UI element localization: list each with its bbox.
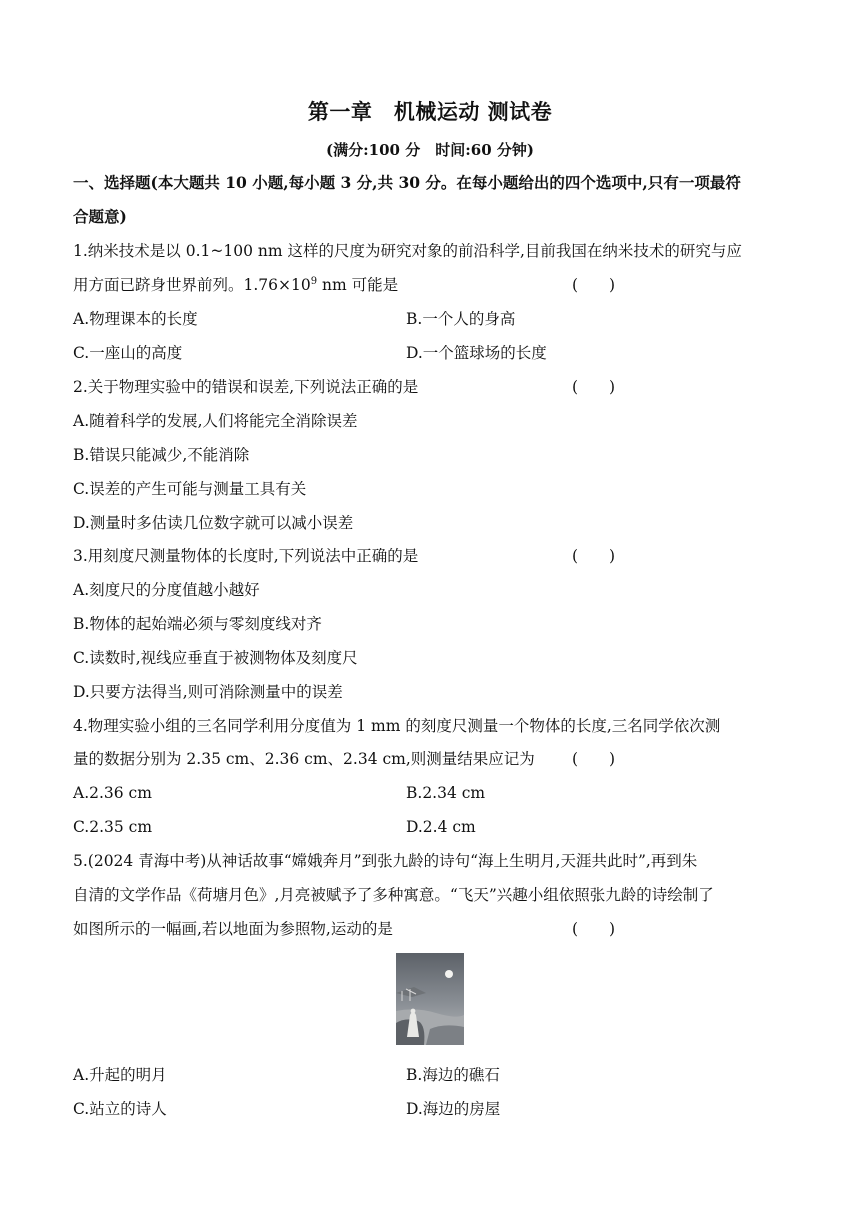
q2-option-c: C.误差的产生可能与测量工具有关 [73, 480, 307, 498]
section-heading: 一、选择题(本大题共 10 小题,每小题 3 分,共 30 分。在每小题给出的四个选项中,只有一项最符 [73, 173, 741, 192]
q5-painting-image [396, 953, 464, 1045]
q2-option-b: B.错误只能减少,不能消除 [73, 446, 250, 464]
page-title: 第一章 机械运动 测试卷 [307, 100, 553, 124]
q1-stem-line2: 用方面已跻身世界前列。$1.76\times 10^9$ nm 可能是 [73, 275, 399, 294]
moon-icon [445, 970, 453, 978]
q3-option-a: A.刻度尺的分度值越小越好 [73, 581, 260, 599]
q5-answer-paren: ( ) [572, 920, 616, 938]
q5-stem-line3: 如图所示的一幅画,若以地面为参照物,运动的是 [73, 920, 393, 938]
section-heading-cont: 合题意) [73, 207, 127, 226]
q5-option-d: D.海边的房屋 [406, 1100, 501, 1118]
q5-option-a: A.升起的明月 [73, 1066, 167, 1084]
q2-answer-paren: ( ) [572, 378, 616, 396]
q4-option-b: B.2.34 cm [406, 784, 486, 802]
q1-option-b: B.一个人的身高 [406, 310, 516, 328]
q3-answer-paren: ( ) [572, 547, 616, 565]
q2-option-a: A.随着科学的发展,人们将能完全消除误差 [73, 412, 358, 430]
q4-option-c: C.2.35 cm [73, 818, 153, 836]
q2-stem: 2.关于物理实验中的错误和误差,下列说法正确的是 [73, 378, 419, 396]
q1-option-c: C.一座山的高度 [73, 344, 183, 362]
q3-stem: 3.用刻度尺测量物体的长度时,下列说法中正确的是 [73, 547, 419, 565]
q5-option-b: B.海边的礁石 [406, 1066, 500, 1084]
q3-option-b: B.物体的起始端必须与零刻度线对齐 [73, 615, 322, 633]
q1-option-d: D.一个篮球场的长度 [406, 344, 547, 362]
q5-option-c: C.站立的诗人 [73, 1100, 167, 1118]
q4-stem-line1: 4.物理实验小组的三名同学利用分度值为 1 mm 的刻度尺测量一个物体的长度,三名同学依次测 [73, 717, 721, 735]
q4-option-a: A.2.36 cm [73, 784, 152, 802]
q3-option-c: C.读数时,视线应垂直于被测物体及刻度尺 [73, 649, 358, 667]
q2-option-d: D.测量时多估读几位数字就可以减小误差 [73, 514, 354, 532]
q4-stem-line2: 量的数据分别为 2.35 cm、2.36 cm、2.34 cm,则测量结果应记为 [73, 750, 535, 768]
q1-stem-line1: 1.纳米技术是以 0.1~100 nm 这样的尺度为研究对象的前沿科学,目前我国在纳米技术的研究与应 [73, 242, 742, 260]
q1-option-a: A.物理课本的长度 [73, 310, 198, 328]
q4-option-d: D.2.4 cm [406, 818, 476, 836]
q5-stem-line1: 5.(2024 青海中考)从神话故事“嫦娥奔月”到张九龄的诗句“海上生明月,天涯共此时”,再到朱 [73, 852, 698, 870]
q4-answer-paren: ( ) [572, 750, 616, 768]
page-subtitle: (满分:100 分 时间:60 分钟) [326, 141, 534, 159]
q5-stem-line2: 自清的文学作品《荷塘月色》,月亮被赋予了多种寓意。“飞天”兴趣小组依照张九龄的诗绘制了 [73, 886, 714, 904]
q3-option-d: D.只要方法得当,则可消除测量中的误差 [73, 683, 343, 701]
q1-answer-paren: ( ) [572, 276, 616, 294]
